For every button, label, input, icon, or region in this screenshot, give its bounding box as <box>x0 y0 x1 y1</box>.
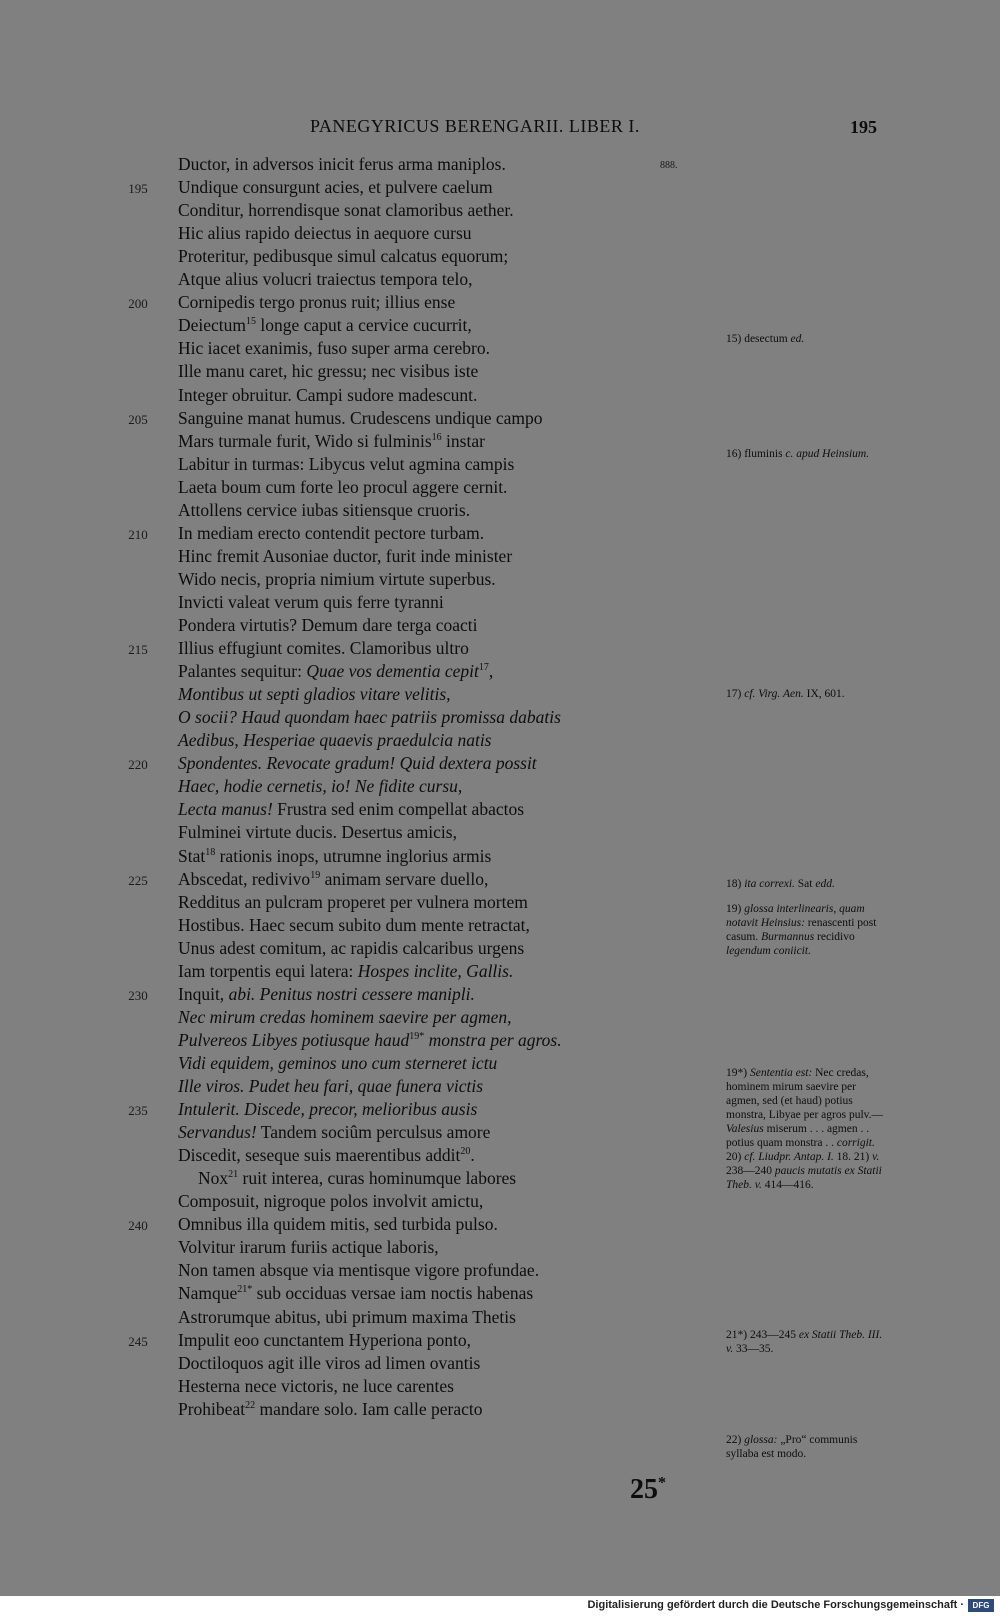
text-run: IX, 601. <box>803 688 845 700</box>
verse-line <box>0 730 1000 754</box>
verse-text-line <box>178 892 528 913</box>
footnote <box>726 877 884 891</box>
text-run: In mediam erecto contendit pectore turbam. <box>178 522 485 543</box>
verse-text-line <box>178 1191 483 1212</box>
verse-line <box>0 776 1000 800</box>
verse-text-line <box>178 523 484 544</box>
line-number: 240 <box>128 1218 148 1234</box>
footnote-ref: 15 <box>246 316 257 328</box>
text-run: Hic alius rapido deiectus in aequore cursu <box>178 223 472 244</box>
verse-text-line <box>178 269 473 290</box>
text-run: Fulminei virtute ducis. Desertus amicis, <box>178 822 457 843</box>
margin-year-mark: 888. <box>660 160 678 171</box>
verse-text-line <box>178 1030 562 1051</box>
text-run: O socii? Haud quondam haec patriis promissa dabatis <box>178 707 561 728</box>
verse-text-line <box>178 500 470 521</box>
verse-text-line <box>178 154 506 175</box>
text-run: Impulit eoo cunctantem Hyperiona ponto, <box>178 1329 472 1350</box>
text-run: Composuit, nigroque polos involvit amictu, <box>178 1191 484 1212</box>
line-number: 195 <box>128 181 148 197</box>
text-run: ita correxi. <box>744 878 795 890</box>
footnote-ref: 20 <box>460 1146 471 1158</box>
verse-text-line <box>178 1307 516 1328</box>
verse-line <box>0 1030 1000 1054</box>
footnote-ref: 22 <box>245 1399 256 1411</box>
text-run: longe caput a cervice cucurrit, <box>256 315 472 336</box>
line-number: 215 <box>128 642 148 658</box>
text-run: Hinc fremit Ausoniae ductor, furit inde minister <box>178 545 513 566</box>
verse-text-line <box>178 1099 477 1120</box>
text-run: glossa: <box>744 1434 778 1446</box>
text-run: , <box>488 661 494 682</box>
verse-line <box>0 638 1000 662</box>
text-run: 15) desectum <box>726 333 791 345</box>
verse-text-line <box>178 1145 475 1166</box>
text-run: ex Statii Theb. III. v. <box>726 1329 883 1355</box>
verse-text-line <box>178 984 475 1005</box>
verse-text-line <box>178 822 457 843</box>
text-run: mandare solo. Iam calle peracto <box>255 1398 483 1419</box>
verse-text-line <box>178 869 488 890</box>
verse-line <box>0 223 1000 247</box>
text-run: edd. <box>815 878 835 890</box>
text-run: Hic iacet exanimis, fuso super arma cerebro. <box>178 338 490 359</box>
verse-line <box>0 523 1000 547</box>
verse-text-line <box>178 385 477 406</box>
page-number: 195 <box>850 117 877 137</box>
dfg-logo-icon: DFG <box>968 1599 994 1612</box>
text-run: Proteritur, pedibusque simul calcatus equorum; <box>178 246 509 267</box>
text-run: Iam torpentis equi latera: <box>178 960 358 981</box>
footnote-ref: 21* <box>237 1284 253 1296</box>
text-run: Aedibus, Hesperiae quaevis praedulcia natis <box>178 730 492 751</box>
text-run: 414—416. <box>761 1179 814 1191</box>
verse-line <box>0 822 1000 846</box>
text-run: cf. Virg. Aen. <box>744 688 804 700</box>
verse-text-line <box>178 569 496 590</box>
verse-line <box>0 799 1000 823</box>
verse-line <box>0 500 1000 524</box>
text-run: Redditus an pulcram properet per vulnera mortem <box>178 891 528 912</box>
text-run: Omnibus illa quidem mitis, sed turbida pulso. <box>178 1214 498 1235</box>
text-run: 19) <box>726 903 745 915</box>
text-run: Namque <box>178 1283 238 1304</box>
line-number: 225 <box>128 872 148 888</box>
text-run: corrigit. <box>836 1137 875 1149</box>
verse-text-line <box>178 1237 439 1258</box>
text-run: sub occiduas versae iam noctis habenas <box>252 1283 534 1304</box>
text-run: Deiectum <box>178 315 247 336</box>
verse-line <box>0 1307 1000 1331</box>
running-head: PANEGYRICUS BERENGARII. LIBER I. <box>310 116 640 136</box>
verse-text-line <box>178 200 514 221</box>
verse-text-line <box>198 1168 516 1189</box>
verse-line <box>0 1191 1000 1215</box>
verse-text-line <box>178 292 455 313</box>
text-run: Spondentes. Revocate gradum! Quid dextera possit <box>178 753 537 774</box>
text-run: 33—35. <box>733 1343 774 1355</box>
text-run: 18. 21) <box>833 1151 873 1163</box>
text-run: Sententia est: <box>749 1067 813 1079</box>
text-run: Vidi equidem, geminos uno cum sterneret ictu <box>178 1052 498 1073</box>
verse-text-line <box>178 1122 490 1143</box>
text-run: cf. Liudpr. Antap. I. <box>744 1151 834 1163</box>
verse-line <box>0 661 1000 685</box>
text-run: Stat <box>178 845 206 866</box>
text-run: Prohibeat <box>178 1398 246 1419</box>
verse-text-line <box>178 338 490 359</box>
verse-text-line <box>178 661 493 682</box>
text-run: Sat <box>794 878 816 890</box>
verse-text-line <box>178 684 451 705</box>
verse-text-line <box>178 846 491 867</box>
verse-text-line <box>178 1353 480 1374</box>
text-run: Abscedat, redivivo <box>178 868 311 889</box>
verse-text-line <box>178 1053 497 1074</box>
footer-text: Digitalisierung gefördert durch die Deutsche Forschungsgemeinschaft · <box>587 1599 964 1611</box>
text-run: ruit interea, curas hominumque labores <box>238 1168 517 1189</box>
text-run: Illius effugiunt comites. Clamoribus ultro <box>178 638 469 659</box>
text-run: Nec mirum credas hominem saevire per agmen, <box>178 1006 512 1027</box>
verse-text-line <box>178 1330 471 1351</box>
verse-line <box>0 292 1000 316</box>
text-run: . <box>470 1145 475 1166</box>
text-run: Non tamen absque via mentisque vigore profundae. <box>178 1260 540 1281</box>
footnote-ref: 19* <box>409 1031 425 1043</box>
digitization-footer <box>0 1596 1000 1616</box>
text-run: Frustra sed enim compellat abactos <box>272 799 525 820</box>
text-run: 21*) 243—245 <box>726 1329 799 1341</box>
verse-text-line <box>178 638 469 659</box>
verse-text-line <box>178 1376 454 1397</box>
text-run: 19*) <box>726 1067 750 1079</box>
verse-text-line <box>178 961 513 982</box>
footnote <box>726 1066 884 1192</box>
text-run: Valesius <box>726 1123 764 1135</box>
verse-line <box>0 1283 1000 1307</box>
verse-text-line <box>178 776 462 797</box>
text-run: Sanguine manat humus. Crudescens undique campo <box>178 407 543 428</box>
verse-line <box>0 846 1000 870</box>
text-run: Astrorumque abitus, ubi primum maxima Thetis <box>178 1306 516 1327</box>
text-run: glossa interlinearis, quam notavit Heinsius: <box>726 903 865 929</box>
verse-line <box>0 1260 1000 1284</box>
text-run: Volvitur irarum furiis actique laboris, <box>178 1237 439 1258</box>
footnote <box>726 687 884 701</box>
verse-line <box>0 615 1000 639</box>
verse-line <box>0 246 1000 270</box>
text-run: recidivo <box>814 931 855 943</box>
text-run: Ille viros. Pudet heu fari, quae funera victis <box>178 1076 484 1096</box>
text-run: Quae vos dementia cepit <box>306 661 479 682</box>
verse-line <box>0 200 1000 224</box>
footnote <box>726 447 884 461</box>
verse-text-line <box>178 454 514 475</box>
verse-line <box>0 1399 1000 1423</box>
footnote-ref: 16 <box>431 431 442 443</box>
text-run: Nox <box>198 1168 229 1189</box>
verse-text-line <box>178 177 493 198</box>
verse-text-line <box>178 1283 533 1304</box>
verse-line <box>0 1214 1000 1238</box>
text-run: Doctiloquos agit ille viros ad limen ovantis <box>178 1352 481 1373</box>
verse-line <box>0 984 1000 1008</box>
verse-text-line <box>178 1260 539 1281</box>
text-run: Hospes inclite, Gallis. <box>357 960 514 981</box>
verse-text-line <box>178 408 543 429</box>
verse-text-line <box>178 938 524 959</box>
line-number: 235 <box>128 1103 148 1119</box>
text-run: Pulvereos Libyes potiusque haud <box>178 1029 410 1050</box>
verse-line <box>0 961 1000 985</box>
text-run: Intulerit. Discede, precor, melioribus ausis <box>178 1099 478 1120</box>
text-run: Hesterna nece victoris, ne luce carentes <box>178 1375 454 1396</box>
verse-text-line <box>178 1399 482 1420</box>
text-run: v. <box>872 1151 880 1163</box>
text-run: 16) fluminis <box>726 448 786 460</box>
text-run: Lecta manus! <box>178 799 273 820</box>
verse-text-line <box>178 730 492 751</box>
text-run: ed. <box>790 333 805 345</box>
verse-line <box>0 269 1000 293</box>
text-run: monstra per agros. <box>424 1029 562 1050</box>
verse-text-line <box>178 592 444 613</box>
verse-text-line <box>178 707 561 728</box>
text-run: Servandus! <box>178 1122 257 1143</box>
text-run: Unus adest comitum, ac rapidis calcaribus urgens <box>178 937 525 958</box>
verse-line <box>0 569 1000 593</box>
text-run: instar <box>441 430 485 451</box>
verse-text-line <box>178 315 472 336</box>
line-number: 220 <box>128 757 148 773</box>
text-run: miserum . . . agmen . . potius quam monstra . . <box>726 1123 870 1149</box>
text-run: Undique consurgunt acies, et pulvere caelum <box>178 177 493 198</box>
text-run: Invicti valeat verum quis ferre tyranni <box>178 591 444 612</box>
text-run: renascenti post casum. <box>726 917 877 943</box>
text-run: legendum coniicit. <box>726 945 811 957</box>
text-run: Integer obruitur. Campi sudore madescunt. <box>178 384 478 405</box>
footnote-ref: 17 <box>478 662 489 674</box>
line-number: 245 <box>128 1333 148 1349</box>
text-run: Ille manu caret, hic gressu; nec visibus iste <box>178 361 479 382</box>
text-run: Labitur in turmas: Libycus velut agmina campis <box>178 453 515 474</box>
text-run: Atque alius volucri traiectus tempora telo, <box>178 269 473 290</box>
text-run: Laeta boum cum forte leo procul aggere cernit. <box>178 476 508 497</box>
verse-line <box>0 707 1000 731</box>
text-run: paucis mutatis ex Statii Theb. v. <box>726 1165 882 1191</box>
verse-text-line <box>178 246 508 267</box>
verse-text-line <box>178 615 478 636</box>
text-run: Burmannus <box>761 931 815 943</box>
verse-text-line <box>178 799 524 820</box>
verse-text-line <box>178 753 537 774</box>
text-run: Mars turmale furit, Wido si fulminis <box>178 430 432 451</box>
text-run: Conditur, horrendisque sonat clamoribus aether. <box>178 200 514 221</box>
verse-line <box>0 154 1000 178</box>
footnote-ref: 18 <box>205 846 216 858</box>
text-run: Tandem sociûm perculsus amore <box>256 1122 491 1143</box>
verse-line <box>0 753 1000 777</box>
verse-text-line <box>178 361 478 382</box>
verse-line <box>0 177 1000 201</box>
line-number: 230 <box>128 987 148 1003</box>
verse-text-line <box>178 431 485 452</box>
footnote <box>726 332 884 346</box>
text-run: 20) <box>726 1151 745 1163</box>
verse-text-line <box>178 1007 512 1028</box>
verse-line <box>0 408 1000 432</box>
line-number: 200 <box>128 296 148 312</box>
text-run: Nec credas, hominem mirum saevire per agmen, sed (et haud) potius monstra, Libyae per agros pulv.— <box>726 1067 884 1121</box>
verse-line <box>0 477 1000 501</box>
text-run: Cornipedis tergo pronus ruit; illius ense <box>178 292 456 313</box>
text-run: animam servare duello, <box>320 868 489 889</box>
text-run: Haec, hodie cernetis, io! Ne fidite cursu, <box>178 776 463 797</box>
verse-line <box>0 1007 1000 1031</box>
verse-text-line <box>178 1076 483 1097</box>
verse-text-line <box>178 477 507 498</box>
text-run: Hostibus. Haec secum subito dum mente retractat, <box>178 914 530 935</box>
footnote <box>726 1433 884 1461</box>
signature-mark: 25* <box>630 1474 666 1505</box>
verse-line <box>0 1353 1000 1377</box>
text-run: c. apud Heinsium. <box>785 448 870 460</box>
text-run: Attollens cervice iubas sitiensque cruoris. <box>178 499 471 520</box>
line-number: 205 <box>128 411 148 427</box>
text-run: Wido necis, propria nimium virtute superbus. <box>178 568 496 589</box>
text-run: 238—240 <box>726 1165 775 1177</box>
text-run: Montibus ut septi gladios vitare velitis, <box>178 684 451 705</box>
verse-text-line <box>178 915 530 936</box>
text-run: Discedit, seseque suis maerentibus addit <box>178 1145 461 1166</box>
line-number: 210 <box>128 526 148 542</box>
footnote <box>726 1328 884 1356</box>
text-run: rationis inops, utrumne inglorius armis <box>215 845 492 866</box>
text-run: Inquit, <box>178 983 229 1004</box>
text-run: abi. Penitus nostri cessere manipli. <box>228 983 475 1004</box>
footnote-ref: 21 <box>228 1169 239 1181</box>
verse-text-line <box>178 223 472 244</box>
verse-line <box>0 592 1000 616</box>
verse-line <box>0 546 1000 570</box>
text-run: 18) <box>726 878 745 890</box>
footnote <box>726 902 884 958</box>
text-run: Pondera virtutis? Demum dare terga coacti <box>178 615 478 635</box>
text-run: „Pro“ communis syllaba est modo. <box>726 1434 858 1460</box>
text-run: 17) <box>726 688 745 700</box>
text-run: Palantes sequitur: <box>178 661 307 682</box>
footnote-ref: 19 <box>310 869 321 881</box>
text-run: Ductor, in adversos inicit ferus arma maniplos. <box>178 154 506 174</box>
verse-text-line <box>178 546 512 567</box>
verse-text <box>0 154 1000 1454</box>
verse-line <box>0 361 1000 385</box>
verse-text-line <box>178 1214 498 1235</box>
verse-line <box>0 1237 1000 1261</box>
verse-line <box>0 1376 1000 1400</box>
verse-line <box>0 385 1000 409</box>
text-run: 22) <box>726 1434 745 1446</box>
